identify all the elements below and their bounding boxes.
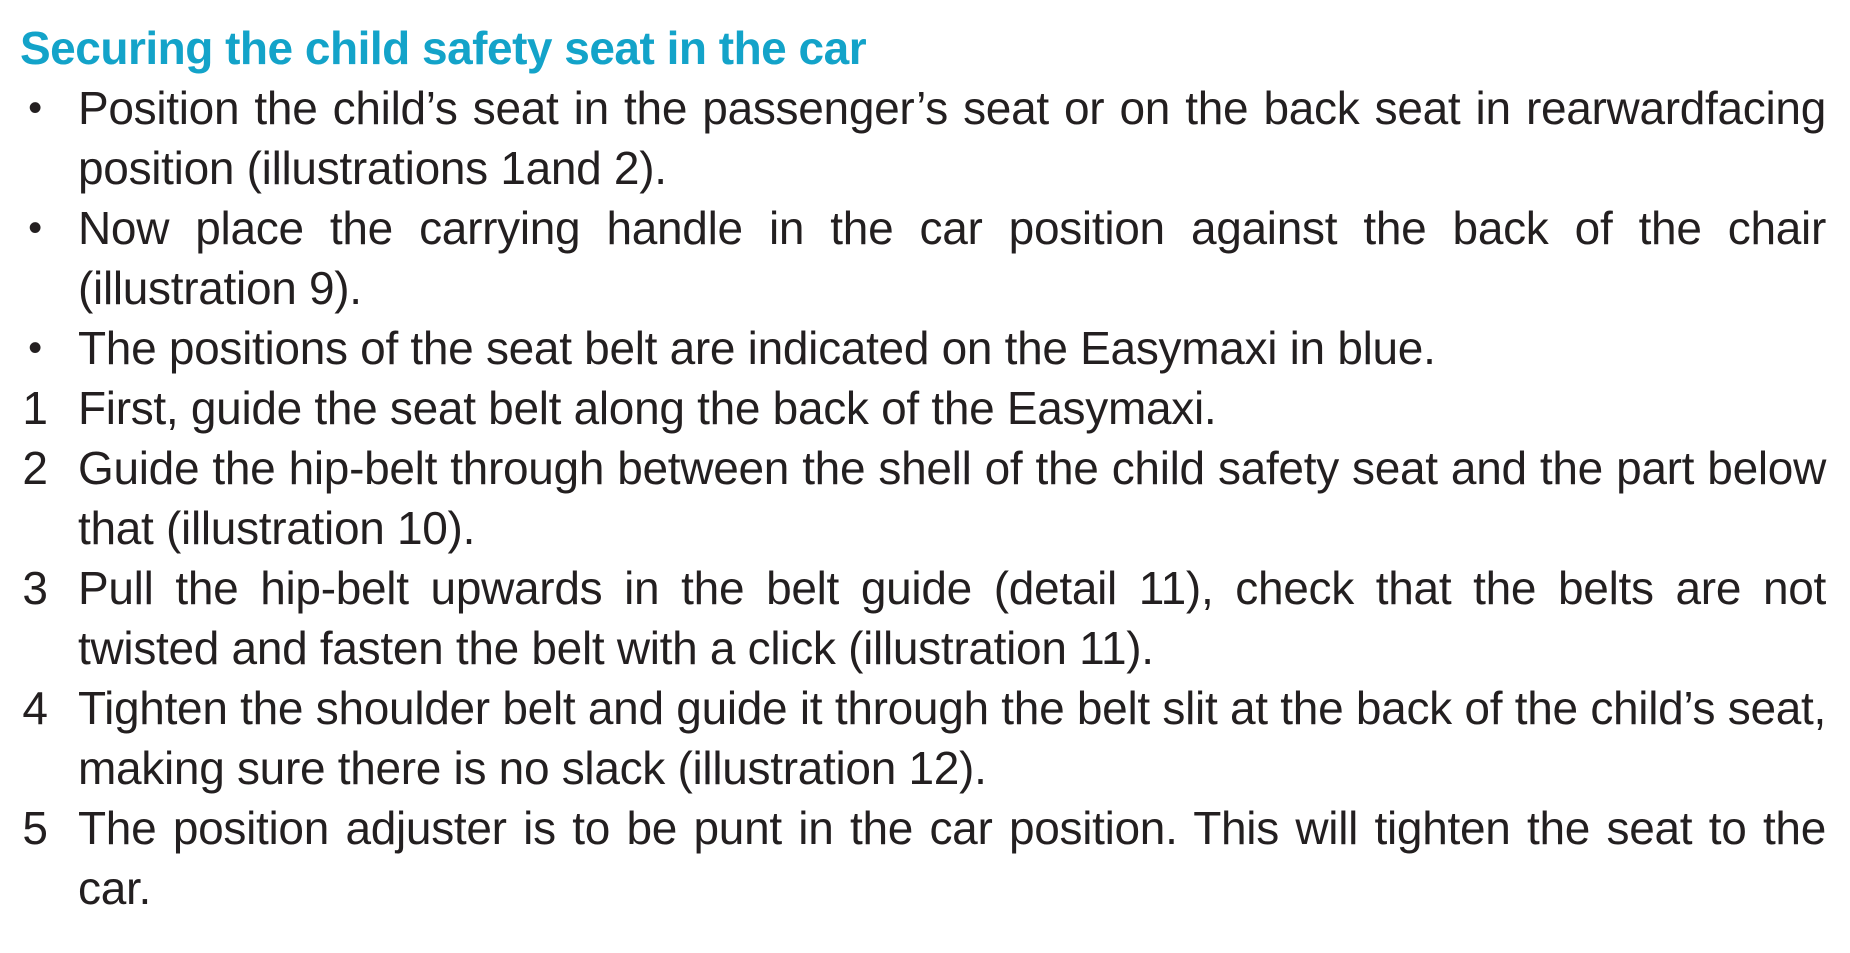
bullet-marker: • (28, 206, 42, 250)
list-item (20, 378, 1826, 438)
list-item (20, 318, 1826, 378)
list-item (20, 198, 1826, 318)
list-item (20, 678, 1826, 798)
step-number: 4 (22, 682, 48, 734)
bullet-marker: • (28, 86, 42, 130)
item-text: Position the child’s seat in the passenger’s seat or on the back seat in rearwardfacing position (illustrations 1and 2). (78, 82, 1826, 194)
instruction-page (20, 18, 1826, 918)
list-item (20, 78, 1826, 198)
section-heading: Securing the child safety seat in the car (20, 22, 867, 74)
item-text: Now place the carrying handle in the car position against the back of the chair (illustration 9). (78, 202, 1826, 314)
item-text: Tighten the shoulder belt and guide it through the belt slit at the back of the child’s seat, making sure there is no slack (illustration 12). (78, 682, 1826, 794)
list-item (20, 798, 1826, 918)
step-number: 2 (22, 442, 48, 494)
item-text: Pull the hip-belt upwards in the belt guide (detail 11), check that the belts are not twisted and fasten the belt with a click (illustration 11). (78, 562, 1826, 674)
list-item (20, 558, 1826, 678)
item-text: The position adjuster is to be punt in the car position. This will tighten the seat to the car. (78, 802, 1826, 914)
step-number: 5 (22, 802, 48, 854)
item-text: Guide the hip-belt through between the shell of the child safety seat and the part below that (illustration 10). (78, 442, 1826, 554)
step-number: 1 (22, 382, 48, 434)
list-item (20, 438, 1826, 558)
bullet-marker: • (28, 326, 42, 370)
item-text: The positions of the seat belt are indicated on the Easymaxi in blue. (78, 322, 1436, 374)
item-text: First, guide the seat belt along the back of the Easymaxi. (78, 382, 1217, 434)
step-number: 3 (22, 562, 48, 614)
instruction-list (20, 78, 1826, 918)
